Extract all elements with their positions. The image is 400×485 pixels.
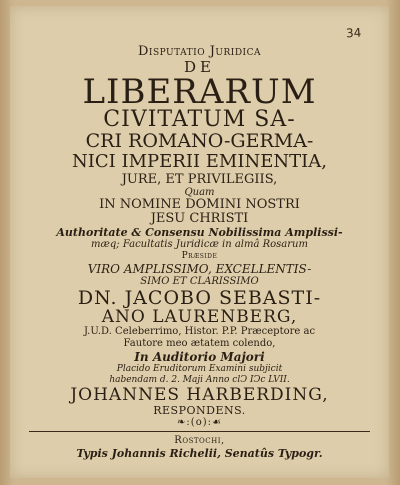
- divider-rule: [29, 431, 370, 432]
- jure-line: JURE, ET PRIVILEGIIS,: [121, 172, 278, 187]
- praeside-line: Præside: [181, 251, 218, 261]
- facultatis-line: mæq; Facultatis Juridicæ in almâ Rosarum: [91, 239, 308, 250]
- rostochi-line: Rostochi,: [174, 435, 225, 446]
- in-nomine-line: IN NOMINE DOMINI NOSTRI: [99, 197, 300, 212]
- cri-romano-line: CRI ROMANO-GERMA-: [85, 130, 314, 152]
- respondens-line: RESPONDENS.: [153, 404, 246, 417]
- nici-imperii-line: NICI IMPERII EMINENTIA,: [72, 151, 327, 172]
- dn-jacobo-line: DN. JACOBO SEBASTI-: [77, 287, 322, 309]
- shelfmark-note: 34: [345, 25, 362, 41]
- typis-line: Typis Johannis Richelii, Senatûs Typogr.: [76, 447, 323, 460]
- laurenberg-line: ANO LAURENBERG,: [101, 307, 298, 327]
- viro-line: VIRO AMPLISSIMO, EXCELLENTIS-: [87, 262, 312, 276]
- quam-line: Quam: [184, 187, 215, 198]
- liberarum-line: LIBERARUM: [82, 72, 317, 112]
- title-page-text: [28, 44, 371, 460]
- jesu-line: JESU CHRISTI: [150, 211, 249, 226]
- de-line: DE: [184, 58, 215, 76]
- johannes-line: JOHANNES HARBERDING,: [70, 385, 329, 405]
- authoritate-line: Authoritate & Consensu Nobilissima Amplissi-: [56, 226, 343, 239]
- jud-line: J.U.D. Celeberrimo, Histor. P.P. Præceptore ac: [83, 326, 316, 337]
- auditorio-line: In Auditorio Majori: [134, 350, 265, 364]
- title-page: [10, 6, 389, 478]
- habendam-line: habendam d. 2. Maji Anno clↃ IↃc LVII.: [109, 375, 290, 385]
- placido-line: Placido Eruditorum Examini subjicit: [116, 364, 283, 374]
- ornament-line: ❧:(o):☙: [177, 417, 222, 428]
- civitatum-line: CIVITATUM SA-: [103, 107, 296, 132]
- fautore-line: Fautore meo ætatem colendo,: [123, 338, 276, 349]
- disputatio-line: Disputatio Juridica: [138, 44, 261, 59]
- simo-line: SIMO ET CLARISSIMO: [140, 276, 259, 287]
